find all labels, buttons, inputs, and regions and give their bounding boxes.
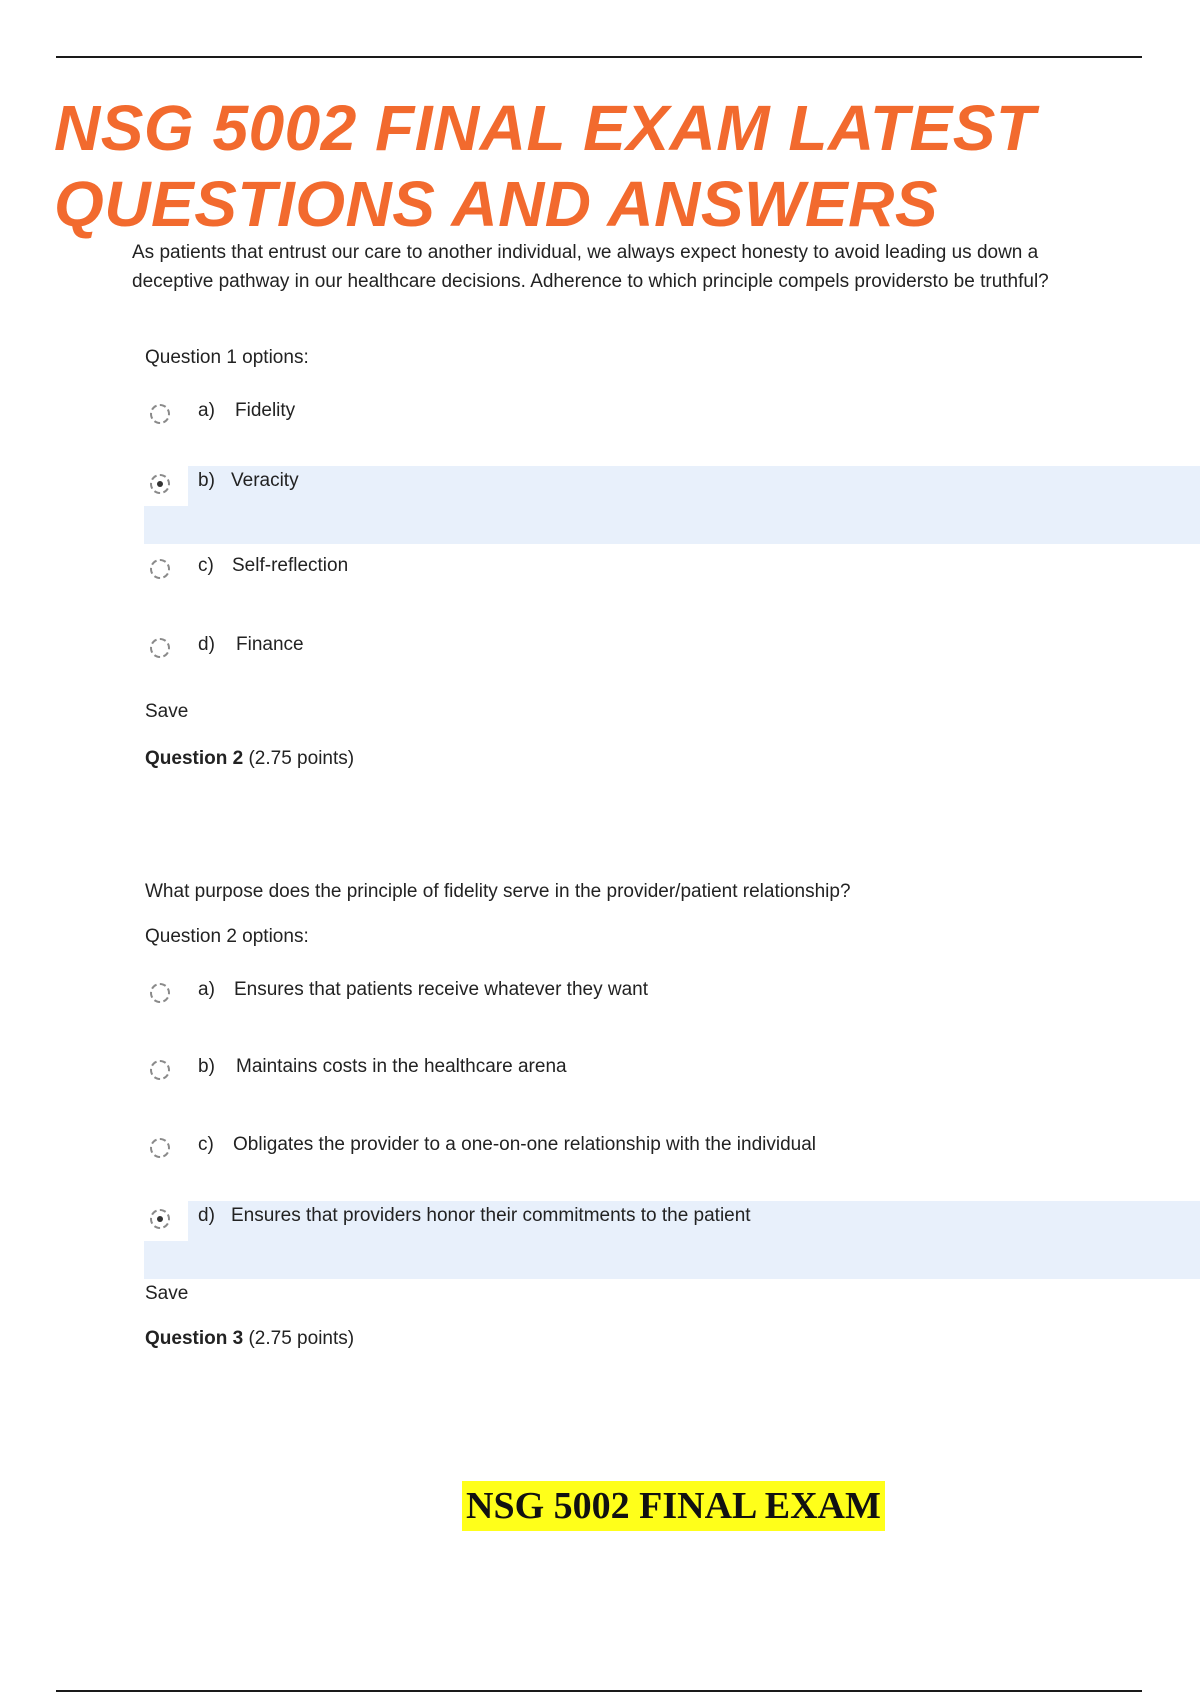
document-title xyxy=(54,90,1154,242)
q2-save-link[interactable]: Save xyxy=(145,1283,189,1304)
option-letter: d) xyxy=(198,1205,215,1226)
radio-button[interactable] xyxy=(150,1209,170,1229)
q1-option-c[interactable] xyxy=(144,551,1200,629)
question-1-options-label: Question 1 options: xyxy=(145,347,309,368)
option-text: Obligates the provider to a one-on-one relationship with the individual xyxy=(233,1134,817,1155)
option-text: Finance xyxy=(236,634,304,655)
q2-option-c[interactable] xyxy=(144,1130,1200,1208)
question-3-heading: Question 3 xyxy=(145,1328,244,1349)
question-2-heading: Question 2 xyxy=(145,748,244,769)
option-letter: a) xyxy=(198,979,215,1000)
option-text: Ensures that patients receive whatever they want xyxy=(234,979,649,1000)
q1-option-b[interactable] xyxy=(144,466,1200,544)
q1-save-link[interactable]: Save xyxy=(145,701,189,722)
option-letter: b) xyxy=(198,1056,215,1077)
question-2-header xyxy=(145,746,354,772)
option-text: Self-reflection xyxy=(232,555,349,576)
q2-option-d[interactable] xyxy=(144,1201,1200,1279)
option-letter: c) xyxy=(198,1134,214,1155)
radio-button[interactable] xyxy=(150,638,170,658)
question-3-points: (2.75 points) xyxy=(248,1328,355,1349)
option-letter: c) xyxy=(198,555,214,576)
option-text: Maintains costs in the healthcare arena xyxy=(236,1056,567,1077)
option-text: Ensures that providers honor their commitments to the patient xyxy=(231,1205,751,1226)
question-2-options-label: Question 2 options: xyxy=(145,926,309,947)
title-line-2: QUESTIONS AND ANSWERS xyxy=(54,168,939,240)
radio-button[interactable] xyxy=(150,983,170,1003)
title-line-1: NSG 5002 FINAL EXAM LATEST xyxy=(54,92,1036,164)
option-text: Veracity xyxy=(231,470,299,491)
option-letter: d) xyxy=(198,634,215,655)
top-rule xyxy=(56,56,1142,58)
bottom-rule xyxy=(56,1690,1142,1692)
question-3-header xyxy=(145,1326,354,1352)
option-text: Fidelity xyxy=(235,400,296,421)
radio-button[interactable] xyxy=(150,404,170,424)
q2-option-a[interactable] xyxy=(144,975,1200,1053)
question-2-stem: What purpose does the principle of fidelity serve in the provider/patient relationship? xyxy=(145,881,851,902)
radio-button[interactable] xyxy=(150,1060,170,1080)
footer-banner: NSG 5002 FINAL EXAM xyxy=(462,1481,885,1531)
q1-option-a[interactable] xyxy=(144,396,1200,474)
question-1-stem: As patients that entrust our care to another individual, we always expect honesty to avoid leading us down a deceptive pathway in our healthcare decisions. Adherence to which principle compels providersto be truthful? xyxy=(132,242,1049,292)
option-letter: b) xyxy=(198,470,215,491)
radio-button[interactable] xyxy=(150,1138,170,1158)
q2-option-b[interactable] xyxy=(144,1052,1200,1130)
radio-button[interactable] xyxy=(150,474,170,494)
question-2-points: (2.75 points) xyxy=(248,748,355,769)
radio-button[interactable] xyxy=(150,559,170,579)
option-letter: a) xyxy=(198,400,215,421)
q1-option-d[interactable] xyxy=(144,630,1200,708)
